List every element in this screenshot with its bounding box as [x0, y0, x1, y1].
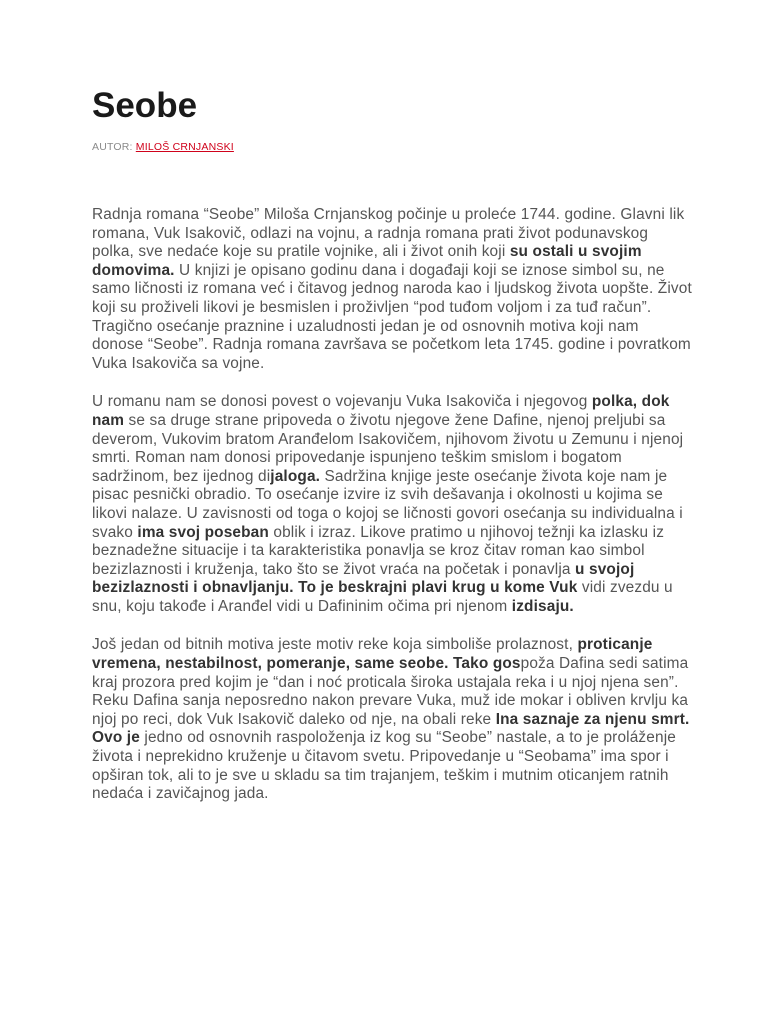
bold-text-run: polka, dok nam — [92, 393, 670, 429]
text-run: jedno od osnovnih raspoloženja iz kog su “Seobe” nastale, a to je proláženje života i neprekidno kruženje u čitavom svetu. Pripovedanje u “Seobama” ima spor i opširan tok, ali to je sve u skladu sa tim trajanjem, teškim i mutnim oticanjem ratnih nedaća i zavičajnog jada. — [92, 729, 676, 803]
document-page — [92, 86, 692, 824]
text-run: Radnja romana “Seobe” Miloša Crnjanskog počinje u proleće 1744. godine. Glavni lik romana, Vuk Isakovič, odlazi na vojnu, a radnja romana prati život podunavskog polka, sve nedaće koje su pratile vojnike, ali i život onih koji — [92, 206, 685, 261]
text-run: vidi zvezdu u snu, koju takođe i Aranđel vidi u Dafininim očima pri njenom — [92, 579, 673, 615]
bold-text-run: jaloga. — [270, 467, 321, 485]
bold-text-run: su ostali u svojim domovima. — [92, 243, 642, 279]
text-run: se sa druge strane pripoveda o životu njegove žene Dafine, njenoj preljubi sa deverom, Vukovim bratom Aranđelom Isakovičem, njihovom životu u Zemunu i njenoj smrti. Roman nam donosi pripovedanje ispunjeno teškim smislom i bogatom sadržinom, bez ijednog di — [92, 411, 684, 485]
paragraph — [92, 393, 692, 616]
author-link[interactable]: MILOŠ CRNJANSKI — [135, 141, 234, 153]
paragraph — [92, 636, 692, 803]
byline — [92, 140, 692, 154]
article-body — [92, 206, 692, 804]
text-run: Još jedan od bitnih motiva jeste motiv reke koja simboliše prolaznost, — [92, 636, 578, 654]
bold-text-run: izdisaju. — [511, 597, 574, 615]
text-run: U romanu nam se donosi povest o vojevanju Vuka Isakoviča i njegovog — [92, 393, 592, 411]
byline-prefix: AUTOR: — [92, 141, 136, 153]
paragraph — [92, 206, 692, 373]
bold-text-run: u svojoj bezizlaznosti i obnavljanju. To je beskrajni plavi krug u kome Vuk — [92, 560, 635, 597]
bold-text-run: Ina saznaje za njenu smrt. Ovo je — [92, 710, 690, 747]
text-run: U knjizi je opisano godinu dana i događaji koji se iznose simbol su, ne samo ličnosti iz romana već i čitavog jednog naroda kao i ljudskog života uopšte. Život koji su proživeli likovi je besmislen i proživljen “pod tuđom voljom i za tuđ račun”. Tragično osećanje praznine i uzaludnosti jedan je od osnovnih motiva koji nam donose “Seobe”. Radnja romana završava se početkom leta 1745. godine i povratkom Vuka Isakoviča sa vojne. — [92, 261, 692, 372]
page-title: Seobe — [92, 86, 198, 125]
bold-text-run: proticanje vremena, nestabilnost, pomeranje, same seobe. Tako gos — [92, 636, 653, 673]
bold-text-run: ima svoj poseban — [137, 523, 269, 541]
text-run: poža Dafina sedi satima kraj prozora pred kojim je “dan i noć proticala široka ustajala reka i u njoj njena sen”. Reku Dafina sanja neposredno nakon prevare Vuka, muž ide mokar i obliven krvlju ka njoj po reci, dok Vuk Isakovič daleko od nje, na obali reke — [92, 655, 689, 728]
text-run: oblik i izraz. Likove pratimo u njihovoj težnji ka izlasku iz beznadežne situacije i ta karakteristika ponavlja se kroz čitav roman kao simbol bezizlaznosti i kruženja, tako što se život vraća na početak i ponavlja — [92, 523, 665, 578]
text-run: Sadržina knjige jeste osećanje života koje nam je pisac pesnički obradio. To osećanje izvire iz svih dešavanja i okolnosti u kojima se likovi nalaze. U zavisnosti od toga o kojoj se ličnosti govori osećanja su individualna i svako — [92, 467, 683, 541]
